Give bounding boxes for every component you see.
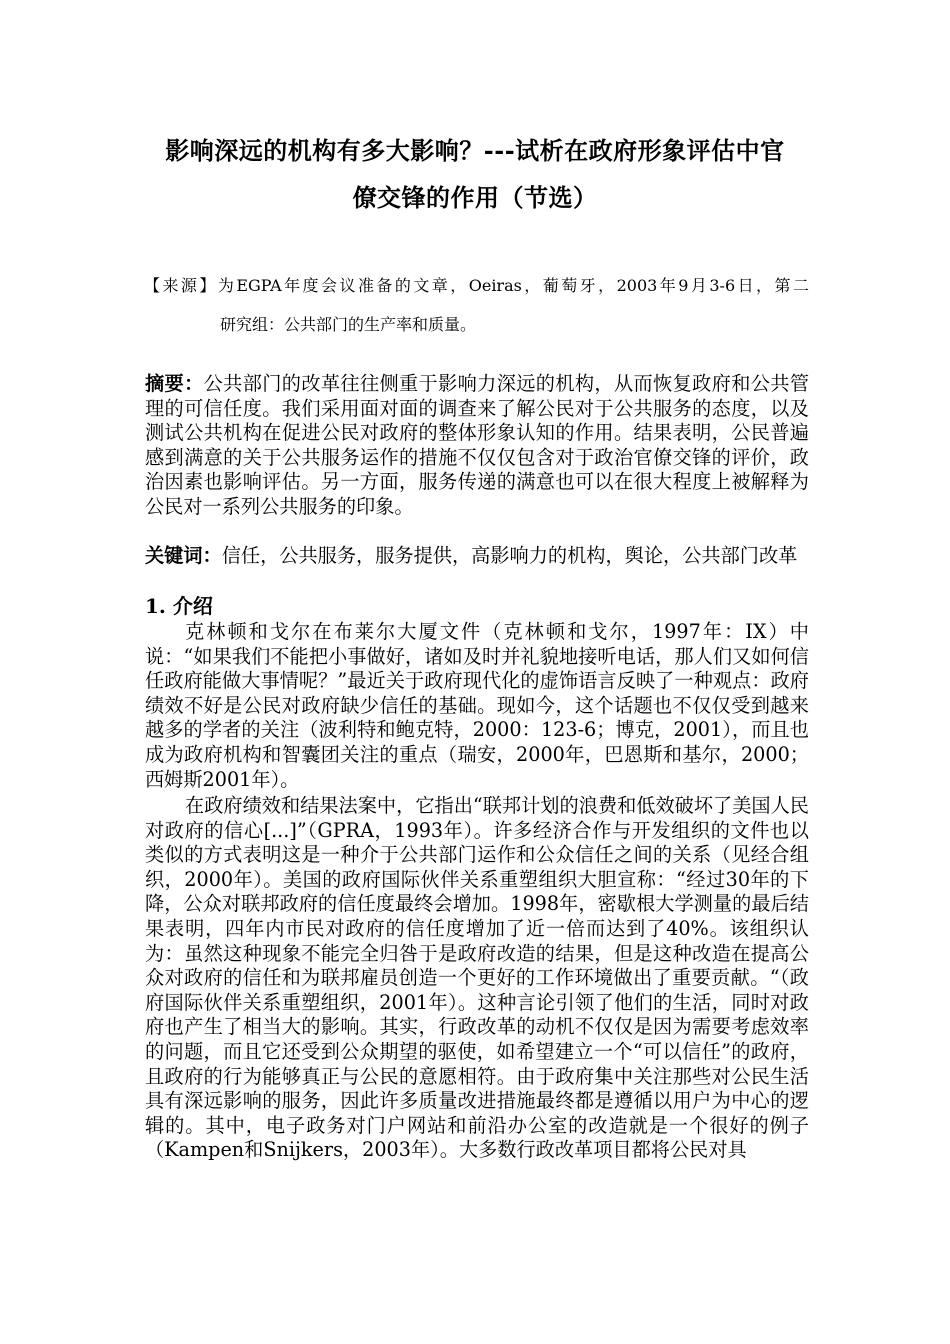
keywords-text: 信任，公共服务，服务提供，高影响力的机构，舆论，公共部门改革 — [221, 544, 798, 567]
keywords-label: 关键词： — [145, 544, 222, 567]
keywords — [145, 544, 809, 569]
abstract-text: 公共部门的改革往往侧重于影响力深远的机构，从而恢复政府和公共管理的可信任度。我们采用面对面的调查来了解公民对于公共服务的态度，以及测试公共机构在促进公民对政府的整体形象认知的作用。结果表明，公民普遍感到满意的关于公共服务运作的措施不仅仅包含对于政治官僚交锋的评价，政治因素也影响评估。另一方面，服务传递的满意也可以在很大程度上被解释为公民对一系列公共服务的印象。 — [145, 372, 810, 518]
introduction-paragraph-2: 在政府绩效和结果法案中，它指出“联邦计划的浪费和低效破坏了美国人民对政府的信心[...]”（GPRA，1993年）。许多经济合作与开发组织的文件也以类似的方式表明这是一种介于公共部门运作和公众信任之间的关系（见经合组织，2000年）。美国的政府国际伙伴关系重塑组织大胆宣称：“经过30年的下降，公众对联邦政府的信任度最终会增加。1998年，密歇根大学测量的最后结果表明，四年内市民对政府的信任度增加了近一倍而达到了40%。该组织认为：虽然这种现象不能完全归咎于是政府改造的结果，但是这种改造在提高公众对政府的信任和为联邦雇员创造一个更好的工作环境做出了重要贡献。“（政府国际伙伴关系重塑组织，2001年）。这种言论引领了他们的生活，同时对政府也产生了相当大的影响。其实，行政改革的动机不仅仅是因为需要考虑效率的问题，而且它还受到公众期望的驱使，如希望建立一个“可以信任”的政府，且政府的行为能够真正与公民的意愿相符。由于政府集中关注那些对公民生活具有深远影响的服务，因此许多质量改进措施最终都是遵循以用户为中心的逻辑的。其中，电子政务对门户网站和前沿办公室的改造就是一个很好的例子（Kampen和Snijkers，2003年）。大多数行政改革项目都将公民对具 — [145, 794, 809, 1162]
section-heading-introduction: 1. 介绍 — [145, 594, 213, 618]
introduction-paragraph-1: 克林顿和戈尔在布莱尔大厦文件（克林顿和戈尔，1997年：IX）中说：“如果我们不能把小事做好，诸如及时并礼貌地接听电话，那人们又如何信任政府能做大事情呢？”最近关于政府现代化的虚饰语言反映了一种观点：政府绩效不好是公民对政府缺少信任的基础。现如今，这个话题也不仅仅受到越来越多的学者的关注（波利特和鲍克特，2000：123-6；博克，2001），而且也成为政府机构和智囊团关注的重点（瑞安，2000年，巴恩斯和基尔，2000；西姆斯2001年）。 — [145, 620, 809, 791]
source-note-line-1: 【来源】为EGPA年度会议准备的文章，Oeiras，葡萄牙，2003年9月3-6日，第二 — [144, 276, 809, 295]
document-title-line-2: 僚交锋的作用（节选） — [352, 183, 598, 212]
source-note-line-2: 研究组：公共部门的生产率和质量。 — [220, 315, 477, 334]
abstract-label: 摘要： — [145, 372, 204, 395]
abstract — [145, 372, 809, 520]
document-title-line-1: 影响深远的机构有多大影响？---试析在政府形象评估中官 — [165, 136, 785, 165]
